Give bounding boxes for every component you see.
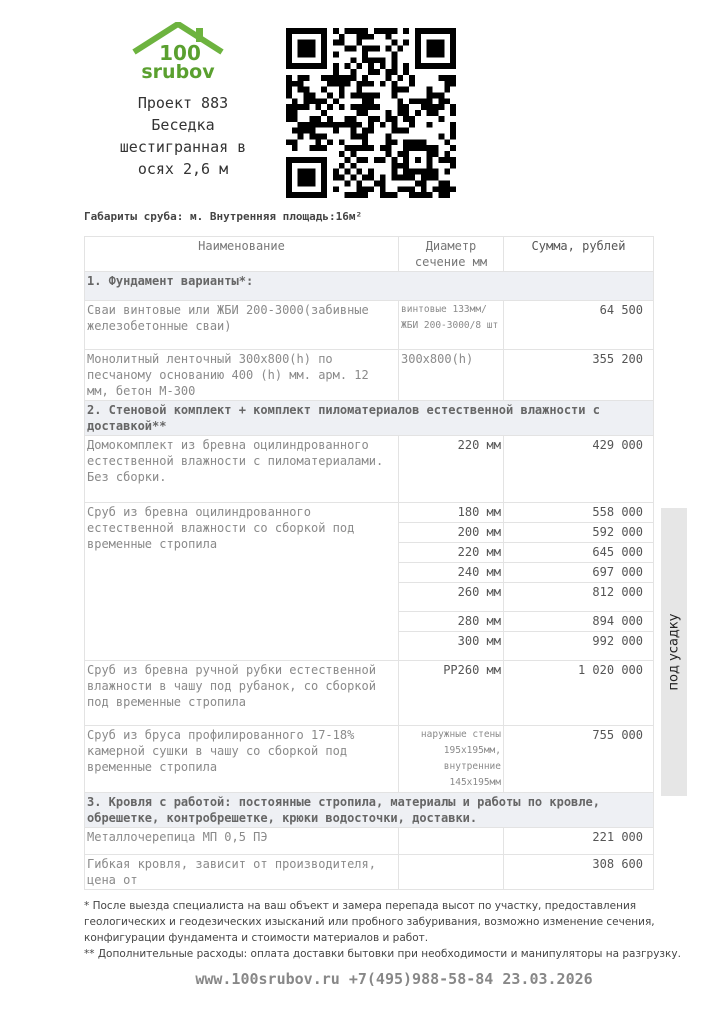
- table-row: [85, 726, 654, 793]
- table-row: [85, 436, 654, 503]
- footnotes: [84, 898, 704, 962]
- project-title-line: осях 2,6 м: [137, 160, 229, 178]
- table-row: [85, 828, 654, 855]
- row-diameter: РР260 мм: [399, 661, 504, 726]
- row-diameter: 220 мм: [399, 543, 504, 563]
- row-sum: 64 500: [504, 301, 654, 350]
- qr-code: [286, 28, 456, 198]
- diameter-line: внутренние: [443, 761, 501, 772]
- row-diameter: [399, 855, 504, 890]
- row-name: Домокомплект из бревна оцилиндрованного естественной влажности с пиломатериалами. Без сборки.: [85, 436, 399, 503]
- project-title-line: шестигранная в: [119, 138, 247, 156]
- table-row: [85, 855, 654, 890]
- row-sum: 992 000: [504, 632, 654, 661]
- footnote: * После выезда специалиста на ваш объект и замера перепада высот по участку, предоставления геологических и геодезических изысканий или пробного забуривания, возможно изменение сечения, конфигурации фундамента и стоимости материалов и работ.: [84, 900, 655, 944]
- logo-brand: srubov: [141, 61, 215, 80]
- row-sum: 355 200: [504, 350, 654, 401]
- logo-number: 100: [159, 41, 201, 65]
- row-diameter: [399, 828, 504, 855]
- section-foundation: 1. Фундамент варианты*:: [85, 272, 654, 301]
- row-diameter: 280 мм: [399, 612, 504, 632]
- section-row: [85, 793, 654, 828]
- header-name: Наименование: [85, 237, 399, 272]
- project-title-line: Проект 883: [137, 94, 229, 112]
- section-walls: 2. Стеновой комплект + комплект пиломатериалов естественной влажности с доставкой**: [85, 401, 654, 436]
- section-row: [85, 401, 654, 436]
- row-sum: 429 000: [504, 436, 654, 503]
- diameter-line: наружные стены: [420, 729, 501, 740]
- side-label-text: под усадку: [666, 613, 682, 691]
- project-title: [88, 92, 278, 180]
- footnote: ** Дополнительные расходы: оплата доставки бытовки при необходимости и манипуляторы на разгрузку.: [84, 948, 681, 960]
- row-name: Сруб из бруса профилированного 17-18% камерной сушки в чашу со сборкой под временные стропила: [85, 726, 399, 793]
- header-diameter: Диаметр сечение мм: [399, 237, 504, 272]
- row-sum: 592 000: [504, 523, 654, 543]
- row-diameter: [399, 726, 504, 793]
- row-name: Монолитный ленточный 300х800(h) по песчаному основанию 400 (h) мм. арм. 12 мм, бетон М-300: [85, 350, 399, 401]
- row-sum: 812 000: [504, 583, 654, 612]
- row-diameter: 240 мм: [399, 563, 504, 583]
- contact-footer: www.100srubov.ru +7(495)988-58-84 23.03.2026: [195, 970, 593, 988]
- diameter-line: 195х195мм,: [443, 745, 501, 756]
- row-sum: 308 600: [504, 855, 654, 890]
- table-row: [85, 301, 654, 350]
- dimensions-line: Габариты сруба: м. Внутренняя площадь:16м²: [84, 210, 363, 223]
- section-row: [85, 272, 654, 301]
- row-diameter: винтовые 133мм/ЖБИ 200-3000/8 шт: [399, 301, 504, 350]
- table-row: [85, 503, 654, 523]
- row-diameter: 180 мм: [399, 503, 504, 523]
- row-name: Сруб из бревна ручной рубки естественной влажности в чашу под рубанок, со сборкой под временные стропила: [85, 661, 399, 726]
- row-sum: 1 020 000: [504, 661, 654, 726]
- table-row: [85, 350, 654, 401]
- header-sum: Сумма, рублей: [504, 237, 654, 272]
- row-diameter: 300х800(h): [399, 350, 504, 401]
- row-sum: 558 000: [504, 503, 654, 523]
- table-header-row: [85, 237, 654, 272]
- row-name: Гибкая кровля, зависит от производителя, цена от: [85, 855, 399, 890]
- row-diameter: 260 мм: [399, 583, 504, 612]
- row-sum: 755 000: [504, 726, 654, 793]
- price-table: [84, 236, 654, 890]
- row-sum: 894 000: [504, 612, 654, 632]
- diameter-line: 145х195мм: [449, 777, 501, 788]
- row-name: Металлочерепица МП 0,5 ПЭ: [85, 828, 399, 855]
- table-row: [85, 661, 654, 726]
- row-diameter: 300 мм: [399, 632, 504, 661]
- section-roof: 3. Кровля с работой: постоянные стропила, материалы и работы по кровле, обрешетке, контробрешетке, крюки водосточки, доставки.: [85, 793, 654, 828]
- row-name: Сваи винтовые или ЖБИ 200-3000(забивные железобетонные сваи): [85, 301, 399, 350]
- row-sum: 645 000: [504, 543, 654, 563]
- company-logo: [128, 22, 228, 80]
- project-title-line: Беседка: [151, 116, 215, 134]
- row-sum: 697 000: [504, 563, 654, 583]
- shrinkage-side-label: [661, 508, 687, 796]
- row-diameter: 200 мм: [399, 523, 504, 543]
- row-sum: 221 000: [504, 828, 654, 855]
- row-name: Сруб из бревна оцилиндрованного естественной влажности со сборкой под временные стропила: [85, 503, 399, 661]
- row-diameter: 220 мм: [399, 436, 504, 503]
